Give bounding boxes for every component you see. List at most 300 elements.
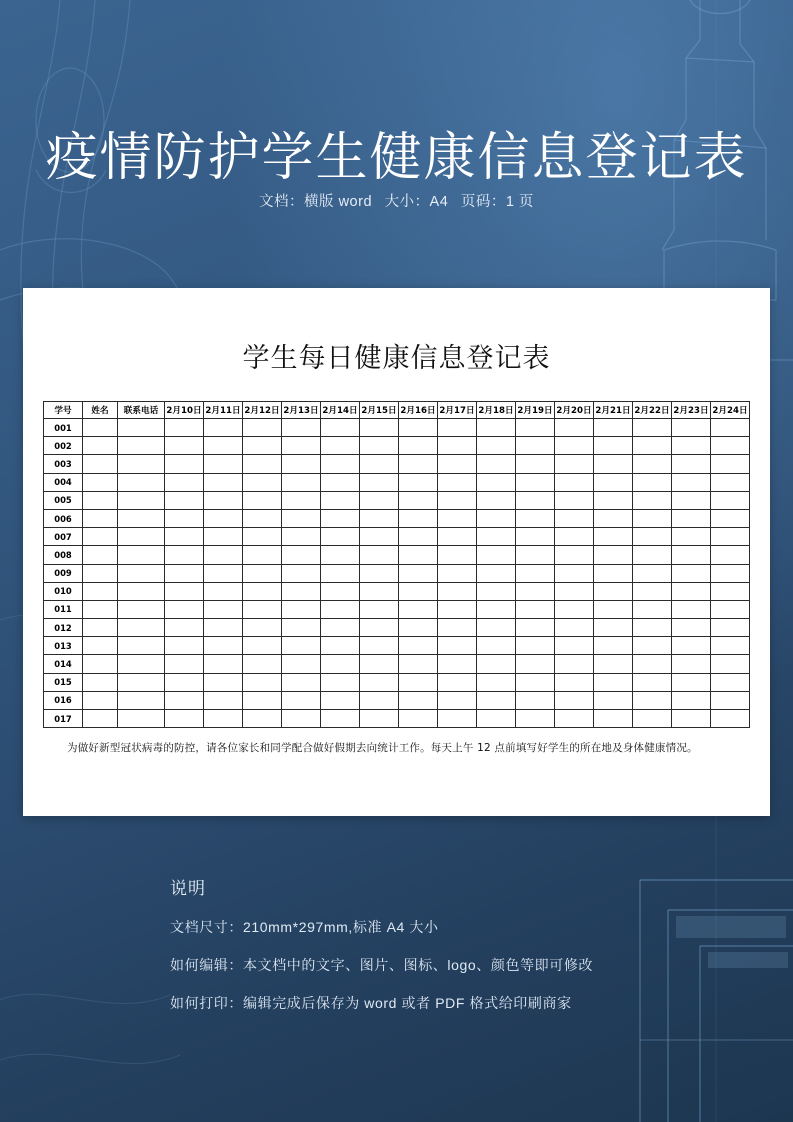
table-cell[interactable]: [399, 473, 438, 491]
table-cell[interactable]: [672, 509, 711, 527]
table-cell[interactable]: [321, 691, 360, 709]
table-cell[interactable]: [399, 600, 438, 618]
table-cell[interactable]: [438, 491, 477, 509]
table-cell[interactable]: [282, 564, 321, 582]
table-cell[interactable]: [516, 600, 555, 618]
table-cell[interactable]: [321, 528, 360, 546]
table-cell[interactable]: [360, 419, 399, 437]
table-cell[interactable]: [711, 673, 750, 691]
table-cell[interactable]: [555, 528, 594, 546]
table-cell[interactable]: [594, 491, 633, 509]
table-cell[interactable]: [711, 473, 750, 491]
table-cell[interactable]: [516, 528, 555, 546]
table-cell[interactable]: [477, 637, 516, 655]
table-cell[interactable]: [282, 528, 321, 546]
table-cell[interactable]: [282, 600, 321, 618]
table-cell[interactable]: [438, 564, 477, 582]
table-cell[interactable]: [555, 637, 594, 655]
table-cell[interactable]: [118, 437, 165, 455]
table-cell[interactable]: [165, 546, 204, 564]
table-cell[interactable]: [399, 637, 438, 655]
table-cell[interactable]: [477, 710, 516, 728]
table-cell[interactable]: [555, 710, 594, 728]
table-cell[interactable]: [360, 600, 399, 618]
table-cell[interactable]: [83, 455, 118, 473]
table-cell[interactable]: [594, 655, 633, 673]
table-cell[interactable]: [282, 419, 321, 437]
table-cell[interactable]: [165, 655, 204, 673]
table-cell[interactable]: [672, 564, 711, 582]
table-cell[interactable]: [594, 673, 633, 691]
table-cell[interactable]: [633, 455, 672, 473]
table-cell[interactable]: [477, 419, 516, 437]
table-cell[interactable]: [243, 509, 282, 527]
table-cell[interactable]: [321, 582, 360, 600]
table-cell[interactable]: [438, 619, 477, 637]
student-id-cell[interactable]: 007: [44, 528, 83, 546]
table-cell[interactable]: [633, 673, 672, 691]
table-cell[interactable]: [204, 655, 243, 673]
student-id-cell[interactable]: 006: [44, 509, 83, 527]
student-id-cell[interactable]: 004: [44, 473, 83, 491]
table-cell[interactable]: [555, 691, 594, 709]
table-cell[interactable]: [516, 491, 555, 509]
table-cell[interactable]: [672, 710, 711, 728]
table-cell[interactable]: [204, 600, 243, 618]
table-cell[interactable]: [165, 437, 204, 455]
table-cell[interactable]: [321, 437, 360, 455]
table-cell[interactable]: [399, 655, 438, 673]
table-cell[interactable]: [633, 691, 672, 709]
table-cell[interactable]: [516, 673, 555, 691]
table-cell[interactable]: [438, 509, 477, 527]
table-cell[interactable]: [594, 691, 633, 709]
table-cell[interactable]: [321, 564, 360, 582]
table-cell[interactable]: [118, 655, 165, 673]
table-cell[interactable]: [711, 691, 750, 709]
table-cell[interactable]: [399, 691, 438, 709]
table-cell[interactable]: [321, 600, 360, 618]
table-cell[interactable]: [360, 473, 399, 491]
table-cell[interactable]: [282, 637, 321, 655]
table-cell[interactable]: [204, 509, 243, 527]
table-cell[interactable]: [516, 619, 555, 637]
table-cell[interactable]: [438, 710, 477, 728]
table-cell[interactable]: [118, 600, 165, 618]
table-cell[interactable]: [165, 419, 204, 437]
table-cell[interactable]: [165, 637, 204, 655]
table-cell[interactable]: [438, 600, 477, 618]
table-cell[interactable]: [477, 491, 516, 509]
table-cell[interactable]: [399, 619, 438, 637]
table-cell[interactable]: [321, 473, 360, 491]
table-cell[interactable]: [633, 582, 672, 600]
student-id-cell[interactable]: 015: [44, 673, 83, 691]
table-cell[interactable]: [321, 637, 360, 655]
table-cell[interactable]: [594, 546, 633, 564]
table-cell[interactable]: [438, 455, 477, 473]
table-cell[interactable]: [711, 437, 750, 455]
student-id-cell[interactable]: 016: [44, 691, 83, 709]
table-cell[interactable]: [204, 528, 243, 546]
table-cell[interactable]: [243, 691, 282, 709]
table-cell[interactable]: [83, 491, 118, 509]
table-cell[interactable]: [477, 473, 516, 491]
table-cell[interactable]: [555, 564, 594, 582]
table-cell[interactable]: [118, 528, 165, 546]
table-cell[interactable]: [477, 619, 516, 637]
table-cell[interactable]: [399, 582, 438, 600]
table-cell[interactable]: [204, 582, 243, 600]
table-cell[interactable]: [83, 509, 118, 527]
table-cell[interactable]: [204, 419, 243, 437]
table-cell[interactable]: [555, 619, 594, 637]
table-cell[interactable]: [360, 509, 399, 527]
table-cell[interactable]: [243, 564, 282, 582]
table-cell[interactable]: [516, 564, 555, 582]
table-cell[interactable]: [711, 600, 750, 618]
table-cell[interactable]: [438, 691, 477, 709]
table-cell[interactable]: [711, 419, 750, 437]
table-cell[interactable]: [594, 600, 633, 618]
table-cell[interactable]: [118, 509, 165, 527]
table-cell[interactable]: [477, 600, 516, 618]
table-cell[interactable]: [516, 691, 555, 709]
table-cell[interactable]: [594, 637, 633, 655]
table-cell[interactable]: [672, 546, 711, 564]
table-cell[interactable]: [594, 619, 633, 637]
table-cell[interactable]: [438, 528, 477, 546]
table-cell[interactable]: [204, 437, 243, 455]
table-cell[interactable]: [165, 710, 204, 728]
table-cell[interactable]: [477, 509, 516, 527]
table-cell[interactable]: [243, 582, 282, 600]
student-id-cell[interactable]: 013: [44, 637, 83, 655]
table-cell[interactable]: [399, 673, 438, 691]
table-cell[interactable]: [633, 528, 672, 546]
table-cell[interactable]: [516, 582, 555, 600]
table-cell[interactable]: [204, 491, 243, 509]
table-cell[interactable]: [672, 600, 711, 618]
table-cell[interactable]: [165, 673, 204, 691]
table-cell[interactable]: [555, 655, 594, 673]
table-cell[interactable]: [516, 655, 555, 673]
table-cell[interactable]: [321, 491, 360, 509]
table-cell[interactable]: [477, 673, 516, 691]
table-cell[interactable]: [165, 619, 204, 637]
table-cell[interactable]: [282, 473, 321, 491]
table-cell[interactable]: [711, 582, 750, 600]
table-cell[interactable]: [360, 673, 399, 691]
table-cell[interactable]: [243, 619, 282, 637]
table-cell[interactable]: [243, 546, 282, 564]
table-cell[interactable]: [165, 491, 204, 509]
table-cell[interactable]: [204, 619, 243, 637]
table-cell[interactable]: [165, 528, 204, 546]
student-id-cell[interactable]: 017: [44, 710, 83, 728]
table-cell[interactable]: [672, 437, 711, 455]
student-id-cell[interactable]: 002: [44, 437, 83, 455]
table-cell[interactable]: [204, 691, 243, 709]
table-cell[interactable]: [118, 419, 165, 437]
table-cell[interactable]: [555, 600, 594, 618]
table-cell[interactable]: [711, 710, 750, 728]
table-cell[interactable]: [282, 546, 321, 564]
table-cell[interactable]: [516, 509, 555, 527]
table-cell[interactable]: [438, 473, 477, 491]
student-id-cell[interactable]: 011: [44, 600, 83, 618]
table-cell[interactable]: [243, 419, 282, 437]
table-cell[interactable]: [321, 619, 360, 637]
student-id-cell[interactable]: 001: [44, 419, 83, 437]
table-cell[interactable]: [633, 546, 672, 564]
table-cell[interactable]: [118, 491, 165, 509]
table-cell[interactable]: [360, 491, 399, 509]
table-cell[interactable]: [672, 691, 711, 709]
table-cell[interactable]: [594, 437, 633, 455]
table-cell[interactable]: [83, 637, 118, 655]
table-cell[interactable]: [711, 546, 750, 564]
table-cell[interactable]: [118, 691, 165, 709]
table-cell[interactable]: [204, 564, 243, 582]
table-cell[interactable]: [633, 564, 672, 582]
table-cell[interactable]: [633, 710, 672, 728]
table-cell[interactable]: [516, 419, 555, 437]
student-id-cell[interactable]: 009: [44, 564, 83, 582]
table-cell[interactable]: [438, 582, 477, 600]
table-cell[interactable]: [594, 582, 633, 600]
table-cell[interactable]: [399, 437, 438, 455]
table-cell[interactable]: [282, 437, 321, 455]
table-cell[interactable]: [360, 691, 399, 709]
table-cell[interactable]: [477, 455, 516, 473]
table-cell[interactable]: [243, 710, 282, 728]
table-cell[interactable]: [711, 564, 750, 582]
table-cell[interactable]: [477, 655, 516, 673]
table-cell[interactable]: [399, 509, 438, 527]
table-cell[interactable]: [360, 455, 399, 473]
table-cell[interactable]: [477, 528, 516, 546]
table-cell[interactable]: [633, 509, 672, 527]
table-cell[interactable]: [555, 582, 594, 600]
table-cell[interactable]: [477, 437, 516, 455]
table-cell[interactable]: [165, 509, 204, 527]
table-cell[interactable]: [711, 528, 750, 546]
table-cell[interactable]: [360, 528, 399, 546]
table-cell[interactable]: [711, 509, 750, 527]
table-cell[interactable]: [555, 546, 594, 564]
table-cell[interactable]: [243, 673, 282, 691]
table-cell[interactable]: [165, 600, 204, 618]
student-id-cell[interactable]: 005: [44, 491, 83, 509]
table-cell[interactable]: [594, 473, 633, 491]
table-cell[interactable]: [282, 509, 321, 527]
student-id-cell[interactable]: 010: [44, 582, 83, 600]
table-cell[interactable]: [243, 491, 282, 509]
table-cell[interactable]: [118, 710, 165, 728]
table-cell[interactable]: [83, 473, 118, 491]
table-cell[interactable]: [282, 491, 321, 509]
table-cell[interactable]: [516, 455, 555, 473]
table-cell[interactable]: [516, 710, 555, 728]
table-cell[interactable]: [399, 419, 438, 437]
table-cell[interactable]: [83, 437, 118, 455]
table-cell[interactable]: [399, 564, 438, 582]
table-cell[interactable]: [321, 673, 360, 691]
table-cell[interactable]: [165, 455, 204, 473]
table-cell[interactable]: [118, 619, 165, 637]
student-id-cell[interactable]: 003: [44, 455, 83, 473]
table-cell[interactable]: [672, 473, 711, 491]
student-id-cell[interactable]: 014: [44, 655, 83, 673]
table-cell[interactable]: [555, 491, 594, 509]
table-cell[interactable]: [118, 637, 165, 655]
table-cell[interactable]: [83, 419, 118, 437]
table-cell[interactable]: [672, 528, 711, 546]
table-cell[interactable]: [555, 437, 594, 455]
table-cell[interactable]: [243, 528, 282, 546]
table-cell[interactable]: [555, 455, 594, 473]
table-cell[interactable]: [165, 564, 204, 582]
table-cell[interactable]: [672, 491, 711, 509]
table-cell[interactable]: [321, 546, 360, 564]
table-cell[interactable]: [118, 582, 165, 600]
student-id-cell[interactable]: 008: [44, 546, 83, 564]
table-cell[interactable]: [83, 619, 118, 637]
table-cell[interactable]: [83, 582, 118, 600]
table-cell[interactable]: [438, 637, 477, 655]
table-cell[interactable]: [633, 491, 672, 509]
table-cell[interactable]: [282, 710, 321, 728]
table-cell[interactable]: [633, 655, 672, 673]
table-cell[interactable]: [438, 437, 477, 455]
table-cell[interactable]: [711, 655, 750, 673]
table-cell[interactable]: [477, 691, 516, 709]
table-cell[interactable]: [672, 419, 711, 437]
table-cell[interactable]: [672, 637, 711, 655]
table-cell[interactable]: [243, 600, 282, 618]
table-cell[interactable]: [282, 619, 321, 637]
table-cell[interactable]: [118, 546, 165, 564]
table-cell[interactable]: [360, 655, 399, 673]
table-cell[interactable]: [477, 582, 516, 600]
table-cell[interactable]: [282, 673, 321, 691]
table-cell[interactable]: [438, 419, 477, 437]
table-cell[interactable]: [633, 473, 672, 491]
table-cell[interactable]: [399, 491, 438, 509]
table-cell[interactable]: [321, 419, 360, 437]
table-cell[interactable]: [83, 691, 118, 709]
table-cell[interactable]: [711, 637, 750, 655]
table-cell[interactable]: [399, 455, 438, 473]
table-cell[interactable]: [165, 691, 204, 709]
table-cell[interactable]: [360, 637, 399, 655]
table-cell[interactable]: [204, 546, 243, 564]
table-cell[interactable]: [633, 437, 672, 455]
table-cell[interactable]: [204, 673, 243, 691]
table-cell[interactable]: [282, 455, 321, 473]
table-cell[interactable]: [83, 564, 118, 582]
table-cell[interactable]: [360, 582, 399, 600]
table-cell[interactable]: [204, 637, 243, 655]
table-cell[interactable]: [83, 528, 118, 546]
table-cell[interactable]: [321, 710, 360, 728]
table-cell[interactable]: [204, 473, 243, 491]
table-cell[interactable]: [399, 528, 438, 546]
table-cell[interactable]: [516, 637, 555, 655]
table-cell[interactable]: [204, 710, 243, 728]
table-cell[interactable]: [243, 455, 282, 473]
table-cell[interactable]: [633, 600, 672, 618]
table-cell[interactable]: [711, 491, 750, 509]
table-cell[interactable]: [516, 473, 555, 491]
table-cell[interactable]: [438, 673, 477, 691]
table-cell[interactable]: [243, 437, 282, 455]
table-cell[interactable]: [438, 655, 477, 673]
table-cell[interactable]: [399, 710, 438, 728]
table-cell[interactable]: [672, 619, 711, 637]
table-cell[interactable]: [711, 619, 750, 637]
table-cell[interactable]: [633, 619, 672, 637]
table-cell[interactable]: [165, 582, 204, 600]
table-cell[interactable]: [243, 637, 282, 655]
table-cell[interactable]: [477, 546, 516, 564]
table-cell[interactable]: [594, 528, 633, 546]
table-cell[interactable]: [282, 691, 321, 709]
table-cell[interactable]: [672, 655, 711, 673]
table-cell[interactable]: [516, 546, 555, 564]
table-cell[interactable]: [555, 419, 594, 437]
table-cell[interactable]: [594, 455, 633, 473]
table-cell[interactable]: [594, 419, 633, 437]
table-cell[interactable]: [204, 455, 243, 473]
table-cell[interactable]: [555, 473, 594, 491]
table-cell[interactable]: [118, 455, 165, 473]
table-cell[interactable]: [594, 509, 633, 527]
table-cell[interactable]: [83, 673, 118, 691]
table-cell[interactable]: [633, 637, 672, 655]
table-cell[interactable]: [360, 564, 399, 582]
table-cell[interactable]: [555, 673, 594, 691]
table-cell[interactable]: [360, 546, 399, 564]
table-cell[interactable]: [282, 655, 321, 673]
table-cell[interactable]: [83, 655, 118, 673]
table-cell[interactable]: [118, 564, 165, 582]
table-cell[interactable]: [321, 655, 360, 673]
table-cell[interactable]: [360, 619, 399, 637]
table-cell[interactable]: [672, 455, 711, 473]
table-cell[interactable]: [672, 582, 711, 600]
student-id-cell[interactable]: 012: [44, 619, 83, 637]
table-cell[interactable]: [282, 582, 321, 600]
table-cell[interactable]: [243, 473, 282, 491]
table-cell[interactable]: [594, 564, 633, 582]
table-cell[interactable]: [83, 710, 118, 728]
table-cell[interactable]: [83, 600, 118, 618]
table-cell[interactable]: [321, 455, 360, 473]
table-cell[interactable]: [165, 473, 204, 491]
table-cell[interactable]: [633, 419, 672, 437]
table-cell[interactable]: [321, 509, 360, 527]
table-cell[interactable]: [243, 655, 282, 673]
table-cell[interactable]: [360, 710, 399, 728]
table-cell[interactable]: [477, 564, 516, 582]
table-cell[interactable]: [711, 455, 750, 473]
table-cell[interactable]: [118, 473, 165, 491]
table-cell[interactable]: [399, 546, 438, 564]
table-cell[interactable]: [118, 673, 165, 691]
table-cell[interactable]: [672, 673, 711, 691]
